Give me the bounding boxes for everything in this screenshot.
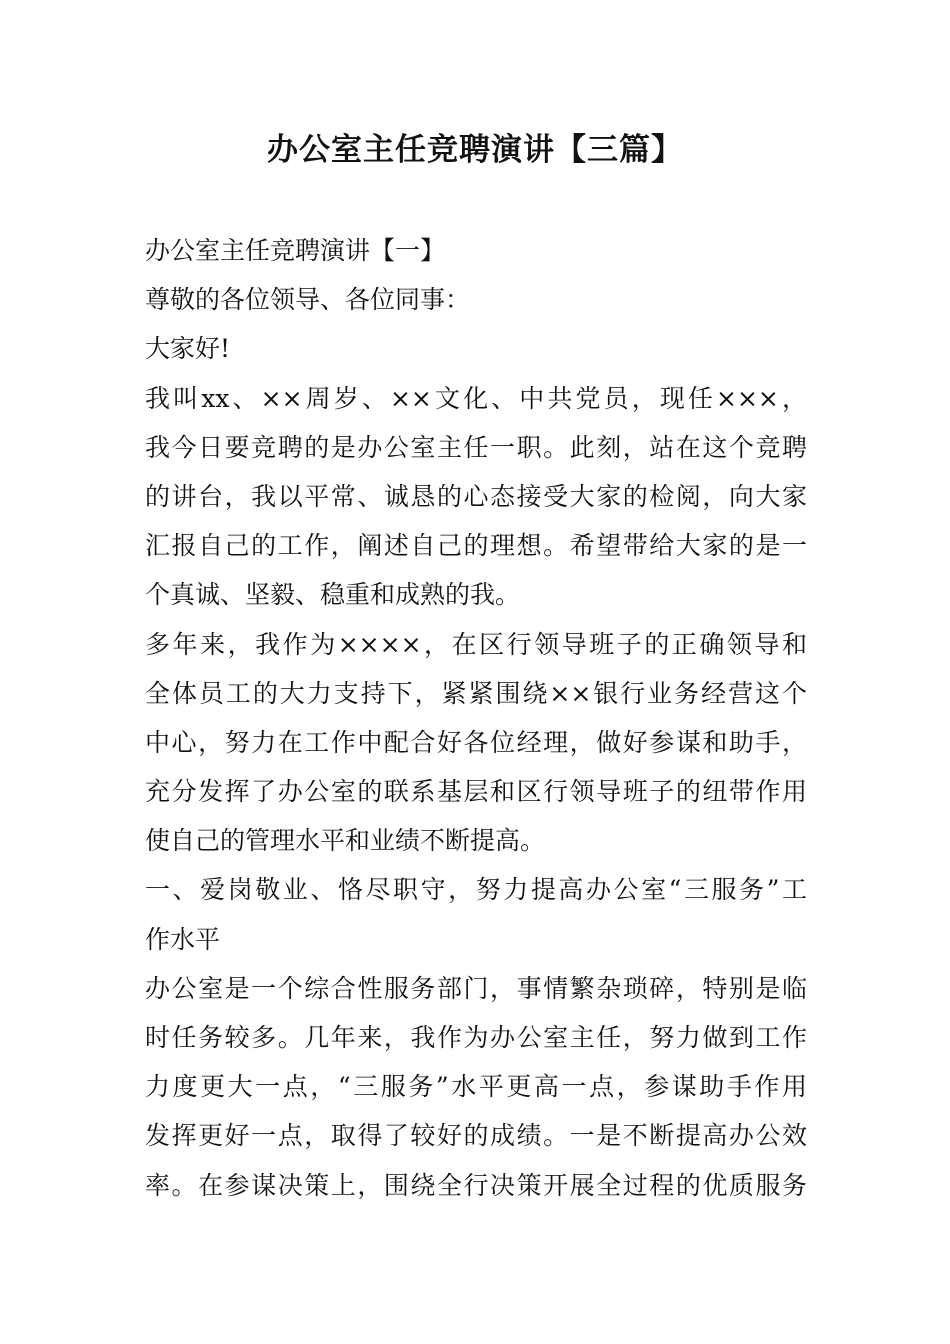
document-body — [145, 226, 807, 1210]
text-line: 一、爱岗敬业、恪尽职守，努力提高办公室“三服务”工 — [145, 875, 807, 905]
text-line: 时任务较多。几年来，我作为办公室主任，努力做到工作 — [145, 1023, 807, 1052]
text-line: 汇报自己的工作，阐述自己的理想。希望带给大家的是一 — [145, 531, 807, 561]
document-title: 办公室主任竞聘演讲【三篇】 — [267, 132, 683, 168]
text-line: 办公室是一个综合性服务部门，事情繁杂琐碎，特别是临 — [145, 973, 807, 1003]
text-line: 我今日要竞聘的是办公室主任一职。此刻，站在这个竞聘 — [145, 432, 807, 462]
text-line: 个真诚、坚毅、稳重和成熟的我。 — [145, 580, 521, 610]
text-line: 使自己的管理水平和业绩不断提高。 — [145, 826, 546, 856]
text-line: 多年来，我作为××××，在区行领导班子的正确领导和 — [145, 629, 807, 659]
text-line: 尊敬的各位领导、各位同事： — [145, 285, 471, 315]
text-line: 作水平 — [145, 924, 221, 954]
text-line: 率。在参谋决策上，围绕全行决策开展全过程的优质服务 — [145, 1170, 807, 1200]
text-line: 充分发挥了办公室的联系基层和区行领导班子的纽带作用 — [145, 777, 807, 807]
text-line: 办公室主任竞聘演讲【一】 — [145, 236, 446, 265]
text-line: 的讲台，我以平常、诚恳的心态接受大家的检阅，向大家 — [145, 481, 807, 511]
text-line: 大家好! — [145, 334, 231, 364]
text-line: 发挥更好一点，取得了较好的成绩。一是不断提高办公效 — [145, 1121, 807, 1151]
text-line: 全体员工的大力支持下，紧紧围绕××银行业务经营这个 — [145, 678, 807, 708]
text-line: 我叫xx、××周岁、××文化、中共党员，现任×××， — [145, 383, 807, 413]
text-line: 力度更大一点，“三服务”水平更高一点，参谋助手作用 — [145, 1072, 807, 1102]
text-line: 中心，努力在工作中配合好各位经理，做好参谋和助手， — [145, 727, 807, 757]
